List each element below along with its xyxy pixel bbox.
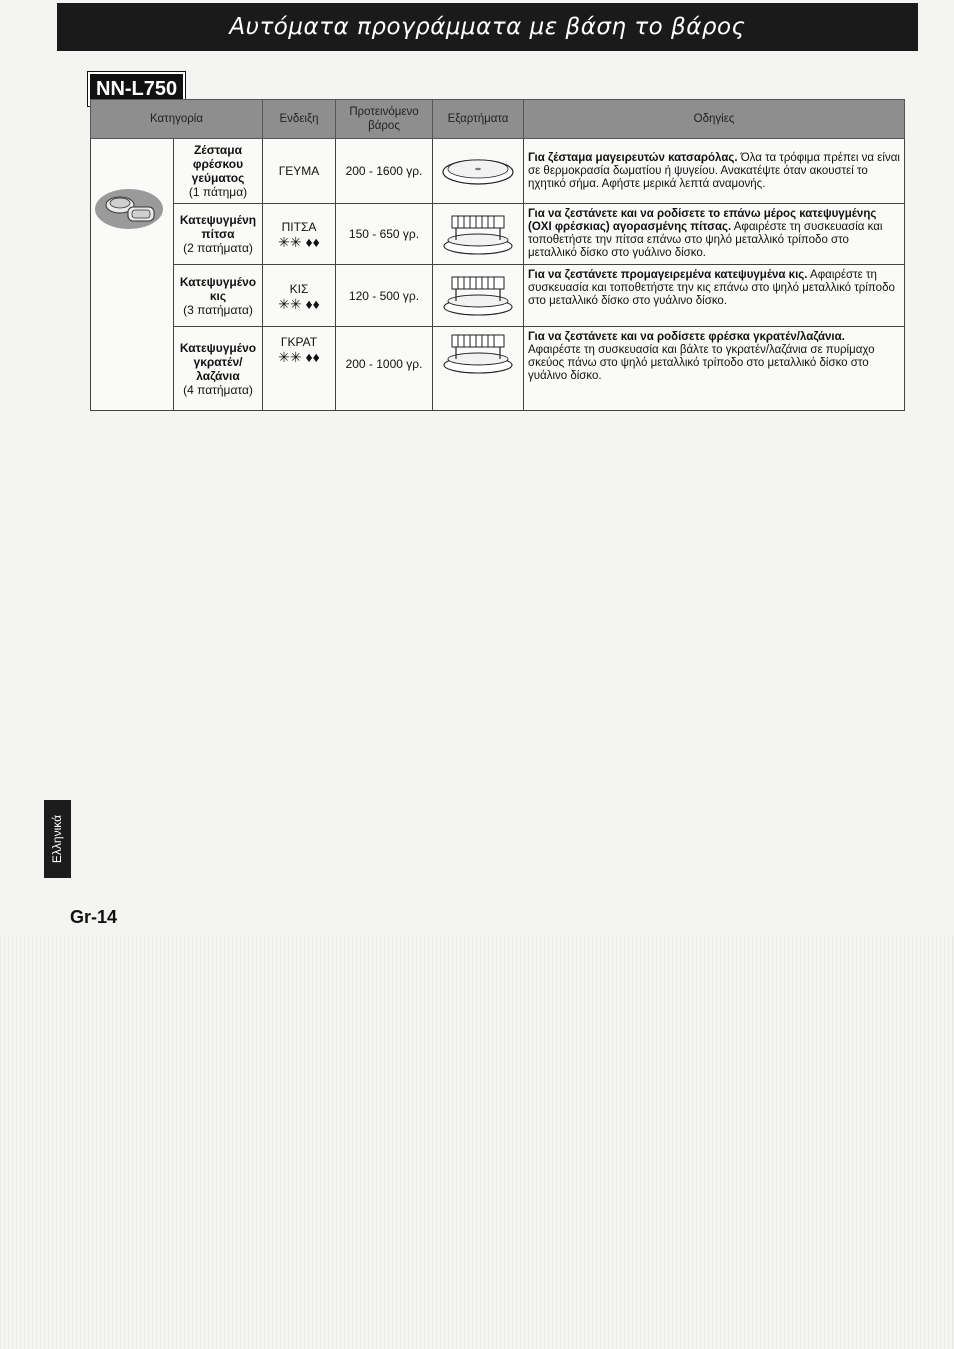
- table-row: [91, 327, 905, 411]
- programs-table: [90, 99, 905, 411]
- category-presses: (4 πατήματα): [183, 382, 253, 397]
- weight-text: 200 - 1000 γρ.: [345, 357, 423, 371]
- weight-cell: [336, 265, 433, 327]
- instruction-cell: [524, 204, 905, 265]
- high-rack-icon: [440, 271, 516, 317]
- display-text: ΠΙΤΣΑ: [281, 220, 317, 234]
- instruction-text: Αφαιρέστε τη συσκευασία και τοποθετήστε την πίτσα επάνω στο ψηλό μεταλλικό τρίποδο στο μεταλλικό δίσκο στο γυάλινο δίσκο.: [528, 221, 883, 259]
- instruction-cell: [524, 265, 905, 327]
- language-tab-label: Ελληνικά: [50, 814, 65, 864]
- instruction-bold: Για ζέσταμα μαγειρευτών κατσαρόλας.: [528, 151, 738, 164]
- category-cell: [174, 265, 263, 327]
- category-cell: [174, 204, 263, 265]
- display-text: ΚΙΣ: [289, 281, 309, 296]
- category-cell: [174, 327, 263, 411]
- accessory-cell: [433, 265, 524, 327]
- instruction-bold: Για να ζεστάνετε και να ροδίσετε το επάνω μέρος κατεψυγμένης (ΟΧΙ φρέσκιας) αγορασμένης πίτσας.: [528, 208, 877, 233]
- instruction-cell: [524, 327, 905, 411]
- display-cell: [263, 139, 336, 204]
- category-name: Ζέσταμα φρέσκου γεύματος: [191, 143, 245, 185]
- display-cell: [263, 204, 336, 265]
- high-rack-icon: [440, 210, 516, 256]
- page-title-text: Αυτόματα προγράμματα με βάση το βάρος: [229, 14, 746, 40]
- grill-symbols: ✳✳ ♦♦: [278, 234, 320, 250]
- instruction-bold: Για να ζεστάνετε προμαγειρεμένα κατεψυγμένα κις.: [528, 269, 808, 281]
- col-header-display: Ενδειξη: [263, 100, 336, 139]
- weight-cell: [336, 327, 433, 411]
- accessory-cell: [433, 327, 524, 411]
- glass-tray-icon: [440, 152, 516, 188]
- display-cell: [263, 327, 336, 411]
- instruction-text: Αφαιρέστε τη συσκευασία και βάλτε το γκρατέν/λαζάνια σε πυρίμαχο σκεύος πάνω στο ψηλό μεταλλικό τρίποδο στο μεταλλικό δίσκο στο γυάλινο δίσκο.: [528, 344, 875, 382]
- table-row: [91, 139, 905, 204]
- page-number: Gr-14: [70, 907, 118, 927]
- high-rack-icon: [440, 329, 516, 375]
- weight-cell: [336, 204, 433, 265]
- col-header-weight: Προτεινόμενο βάρος: [336, 100, 433, 139]
- display-text: ΓΚΡΑΤ: [280, 335, 318, 349]
- category-name: Κατεψυγμένο γκρατέν/ λαζάνια: [179, 340, 257, 383]
- col-header-category: Κατηγορία: [91, 100, 263, 139]
- scan-texture: [0, 935, 954, 1349]
- accessory-cell: [433, 204, 524, 265]
- table-row: [91, 265, 905, 327]
- instruction-text: Όλα τα τρόφιμα πρέπει να είναι σε θερμοκρασία δωματίου ή ψυγείου. Ανακατέψτε όταν ακουστεί το ηχητικό σήμα. Αφήστε μερικά λεπτά αναμονής.: [528, 151, 900, 190]
- instruction-text: Αφαιρέστε τη συσκευασία και τοποθετήστε την κις επάνω στο ψηλό μεταλλικό τρίποδο στο μεταλλικό δίσκο στο γυάλινο δίσκο.: [528, 269, 895, 307]
- instruction-bold: Για να ζεστάνετε και να ροδίσετε φρέσκα γκρατέν/λαζάνια.: [528, 331, 845, 343]
- model-label: NN-L750: [96, 77, 178, 100]
- col-header-instructions: Οδηγίες: [524, 100, 905, 139]
- category-cell: [174, 139, 263, 204]
- category-name: Κατεψυγμένο κις: [179, 274, 257, 303]
- category-presses: (2 πατήματα): [183, 241, 253, 255]
- category-presses: (3 πατήματα): [183, 302, 253, 317]
- dishes-icon-cell: [91, 139, 174, 411]
- language-tab: [44, 800, 71, 878]
- table-row: [91, 204, 905, 265]
- weight-text: 150 - 650 γρ.: [348, 227, 420, 241]
- weight-text: 200 - 1600 γρ.: [345, 164, 423, 178]
- table-header-row: [91, 100, 905, 139]
- accessory-cell: [433, 139, 524, 204]
- display-text: ΓΕΥΜΑ: [278, 164, 320, 178]
- grill-symbols: ✳✳ ♦♦: [278, 349, 320, 365]
- weight-text: 120 - 500 γρ.: [348, 288, 420, 303]
- col-header-accessories: Εξαρτήματα: [433, 100, 524, 139]
- page-title: [57, 3, 918, 51]
- category-name: Κατεψυγμένη πίτσα: [179, 213, 257, 241]
- category-presses: (1 πάτημα): [188, 185, 248, 199]
- display-cell: [263, 265, 336, 327]
- grill-symbols: ✳✳ ♦♦: [278, 295, 320, 312]
- dishes-icon: [92, 185, 166, 231]
- weight-cell: [336, 139, 433, 204]
- instruction-cell: [524, 139, 905, 204]
